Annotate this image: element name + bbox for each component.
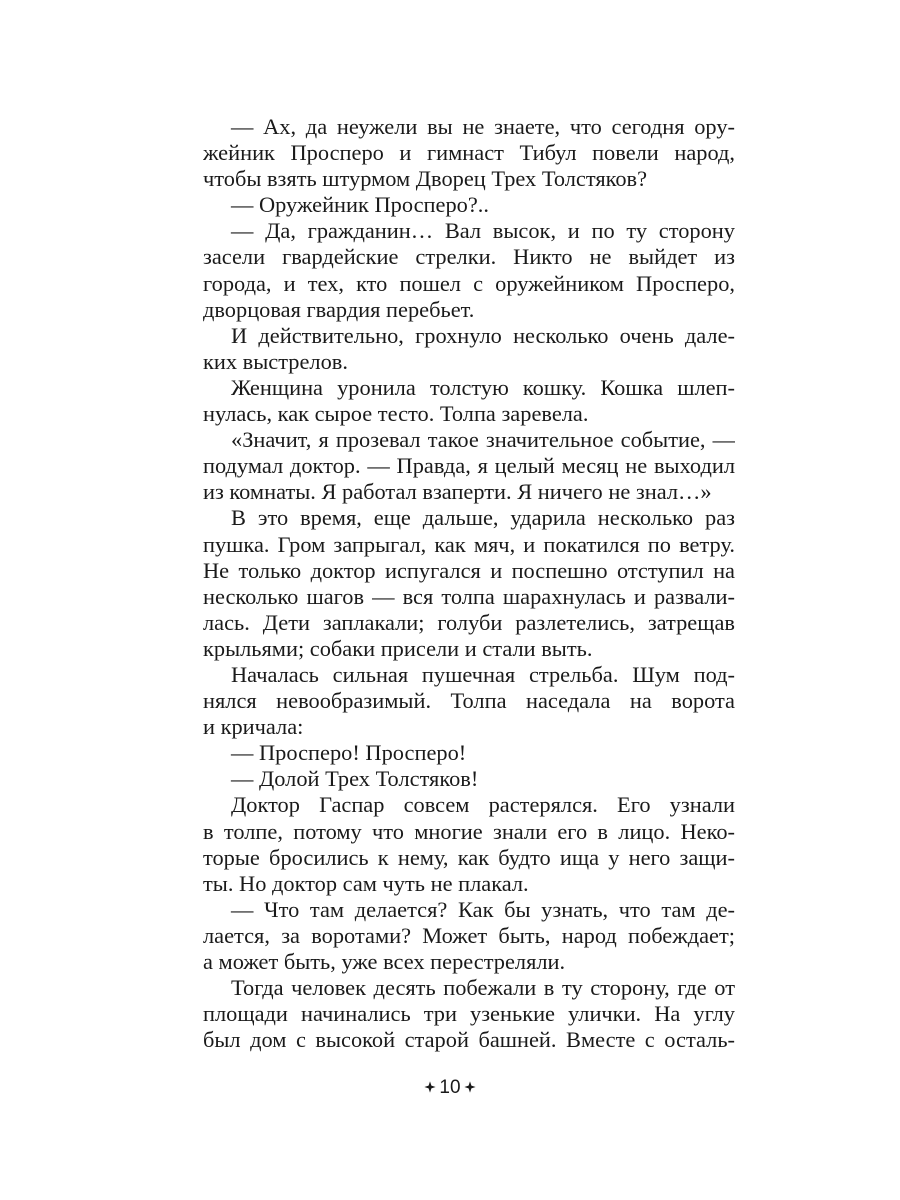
text-line: подумал доктор. — Правда, я целый месяц не выходил: [203, 453, 735, 479]
text-line: Не только доктор испугался и поспешно отступил на: [203, 557, 735, 583]
text-line: площади начинались три узенькие улички. На углу: [203, 1001, 735, 1027]
text-line: ких выстрелов.: [203, 348, 348, 374]
text-line: лается, за воротами? Может быть, народ побеждает;: [203, 922, 735, 948]
text-line: несколько шагов — вся толпа шарахнулась и развали-: [203, 583, 735, 609]
text-line: дворцовая гвардия перебьет.: [203, 296, 475, 322]
page-footer: [0, 1077, 900, 1099]
text-line: — Оружейник Просперо?..: [231, 192, 489, 218]
text-line: «Значит, я прозевал такое значительное событие, —: [231, 427, 735, 453]
text-line: — Да, гражданин… Вал высок, и по ту сторону: [231, 218, 735, 244]
text-line: нулась, как сырое тесто. Толпа заревела.: [203, 401, 589, 427]
text-line: в толпе, потому что многие знали его в лицо. Неко-: [203, 818, 735, 844]
text-line: города, и тех, кто пошел с оружейником Просперо,: [203, 270, 735, 296]
text-line: торые бросились к нему, как будто ища у него защи-: [203, 844, 735, 870]
page-number: 10: [439, 1077, 461, 1098]
text-line: и кричала:: [203, 714, 304, 740]
text-line: чтобы взять штурмом Дворец Трех Толстяков?: [203, 166, 648, 192]
text-line: крыльями; собаки присели и стали выть.: [203, 635, 593, 661]
text-line: лась. Дети заплакали; голуби разлетелись, затрещав: [203, 609, 735, 635]
four-point-star-icon: [463, 1080, 477, 1094]
text-line: — Ах, да неужели вы не знаете, что сегодня ору-: [231, 114, 735, 139]
text-line: — Что там делается? Как бы узнать, что там де-: [231, 896, 735, 922]
page-body-text: [203, 114, 735, 1053]
text-line: Началась сильная пушечная стрельба. Шум под-: [231, 661, 735, 687]
text-line: пушка. Гром запрыгал, как мяч, и покатился по ветру.: [203, 531, 735, 557]
four-point-star-icon: [423, 1080, 437, 1094]
text-line: засели гвардейские стрелки. Никто не выйдет из: [203, 244, 735, 270]
text-line: Доктор Гаспар совсем растерялся. Его узнали: [231, 792, 735, 818]
text-line: Женщина уронила толстую кошку. Кошка шлеп-: [231, 374, 735, 400]
text-line: из комнаты. Я работал взаперти. Я ничего не знал…»: [203, 479, 712, 505]
text-line: И действительно, грохнуло несколько очень дале-: [231, 322, 735, 348]
text-line: — Долой Трех Толстяков!: [231, 766, 479, 792]
text-line: а может быть, уже всех перестреляли.: [203, 949, 566, 974]
text-line: жейник Просперо и гимнаст Тибул повели народ,: [203, 140, 735, 166]
text-line: Тогда человек десять побежали в ту сторону, где от: [231, 975, 735, 1001]
text-line: был дом с высокой старой башней. Вместе с осталь-: [203, 1027, 735, 1053]
text-line: ты. Но доктор сам чуть не плакал.: [203, 870, 529, 896]
text-line: В это время, еще дальше, ударила несколько раз: [231, 505, 735, 531]
text-line: — Просперо! Просперо!: [231, 740, 467, 766]
text-line: нялся невообразимый. Толпа наседала на ворота: [203, 688, 735, 714]
